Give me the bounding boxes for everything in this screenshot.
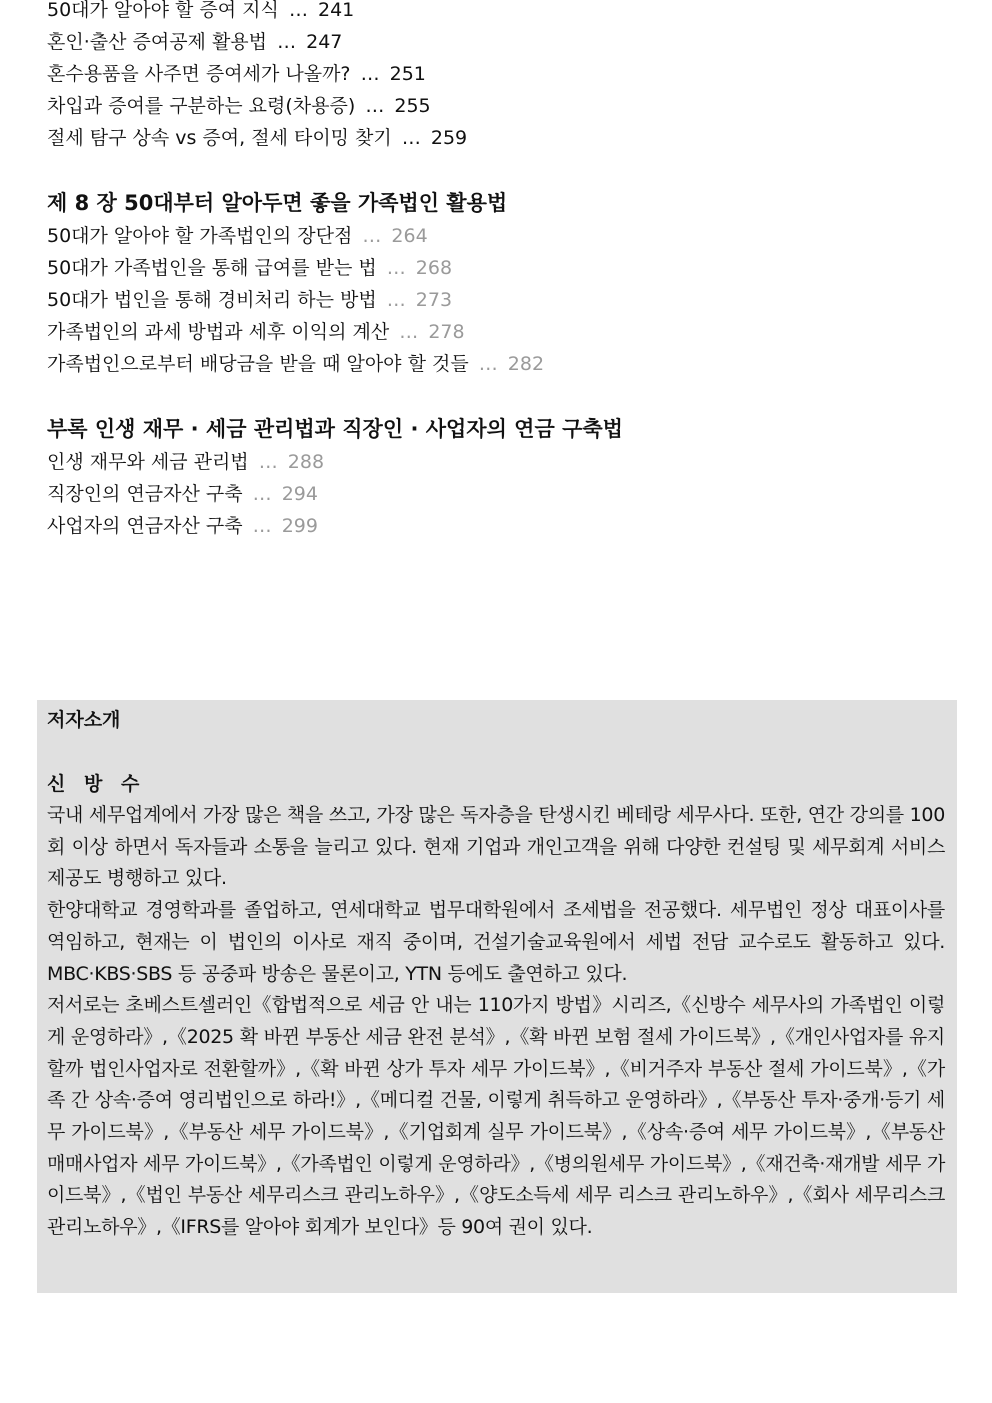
toc-dots: … [258, 451, 278, 473]
toc-item-title: 50대가 법인을 통해 경비처리 하는 방법 [47, 289, 377, 311]
toc-dots: … [252, 483, 272, 505]
toc-item-page: 251 [389, 63, 426, 85]
toc-item-page: 294 [281, 483, 318, 505]
toc-item-page: 247 [306, 31, 343, 53]
toc-item-title: 차입과 증여를 구분하는 요령(차용증) [47, 95, 356, 117]
toc-item [47, 510, 947, 542]
toc-item-page: 268 [415, 257, 453, 279]
toc-item-title: 인생 재무와 세금 관리법 [47, 451, 249, 473]
author-bio-paragraph: 저서로는 초베스트셀러인《합법적으로 세금 안 내는 110가지 방법》시리즈,《신방수 세무사의 가족법인 이렇게 운영하라》,《2025 확 바뀐 부동산 세금 완전 분석》,《확 바뀐 보험 절세 가이드북》,《개인사업자를 유지할까 법인사업자로 전환할까》,《확 바뀐 상가 투자 세무 가이드북》,《비거주자 부동산 절세 가이드북》,《가족 간 상속·증여 영리법인으로 하라!》,《메디컬 건물, 이렇게 취득하고 운영하라》,《부동산 투자·중개·등기 세무 가이드북》,《부동산 세무 가이드북》,《기업회계 실무 가이드북》,《상속·증여 세무 가이드북》,《부동산 매매사업자 세무 가이드북》,《가족법인 이렇게 운영하라》,《병의원세무 가이드북》,《재건축·재개발 세무 가이드북》,《법인 부동산 세무리스크 관리노하우》,《양도소득세 세무 리스크 관리노하우》,《회사 세무리스크 관리노하우》,《IFRS를 알아야 회계가 보인다》등 90여 권이 있다. [47, 994, 945, 1239]
toc-item-page: 278 [428, 321, 465, 343]
author-bio-paragraph: 국내 세무업계에서 가장 많은 책을 쓰고, 가장 많은 독자층을 탄생시킨 베테랑 세무사다. 또한, 연간 강의를 100회 이상 하면서 독자들과 소통을 늘리고 있다. 현재 기업과 개인고객을 위해 다양한 컨설팅 및 세무회계 서비스 제공도 병행하고 있다. [47, 804, 945, 890]
toc-item-title: 50대가 알아야 할 가족법인의 장단점 [47, 225, 353, 247]
toc-item [47, 252, 947, 284]
toc-dots: … [362, 225, 382, 247]
toc-item-page: 241 [317, 0, 355, 21]
toc-item [47, 284, 947, 316]
author-bio [47, 800, 945, 1244]
toc-dots: … [401, 127, 421, 149]
appendix-title: 부록 인생 재무 · 세금 관리법과 직장인 · 사업자의 연금 구축법 [47, 417, 623, 441]
toc-dots: … [399, 321, 419, 343]
toc-dots: … [277, 31, 297, 53]
toc-item [47, 316, 947, 348]
toc-item [47, 478, 947, 510]
section-spacer [47, 380, 947, 412]
toc-item [47, 348, 947, 380]
toc-item-title: 사업자의 연금자산 구축 [47, 515, 243, 537]
toc-dots: … [386, 257, 406, 279]
toc-item [47, 0, 947, 26]
toc-item-title: 가족법인으로부터 배당금을 받을 때 알아야 할 것들 [47, 353, 469, 375]
toc-item-title: 절세 탐구 상속 vs 증여, 절세 타이밍 찾기 [47, 127, 392, 149]
section-spacer [47, 154, 947, 186]
toc-dots: … [478, 353, 498, 375]
toc-item [47, 26, 947, 58]
toc-item-page: 259 [430, 127, 468, 149]
chapter-8-title: 제 8 장 50대부터 알아두면 좋을 가족법인 활용법 [47, 191, 508, 215]
toc-item-page: 273 [415, 289, 453, 311]
toc-item-page: 282 [507, 353, 545, 375]
toc-item [47, 122, 947, 154]
toc-item [47, 220, 947, 252]
toc-dots: … [252, 515, 272, 537]
toc-dots: … [288, 0, 308, 21]
toc-item-page: 255 [394, 95, 431, 117]
toc-dots: … [386, 289, 406, 311]
toc-item [47, 90, 947, 122]
toc-item-title: 혼인·출산 증여공제 활용법 [47, 31, 268, 53]
author-name: 신 방 수 [47, 773, 146, 795]
toc-item [47, 58, 947, 90]
toc-dots: … [360, 63, 380, 85]
toc-item-title: 50대가 가족법인을 통해 급여를 받는 법 [47, 257, 377, 279]
table-of-contents [47, 0, 947, 542]
toc-item-title: 가족법인의 과세 방법과 세후 이익의 계산 [47, 321, 390, 343]
toc-item-title: 직장인의 연금자산 구축 [47, 483, 243, 505]
toc-item-page: 264 [391, 225, 428, 247]
author-intro-box [37, 700, 957, 1293]
author-section-heading: 저자소개 [47, 709, 121, 731]
toc-item-title: 혼수용품을 사주면 증여세가 나올까? [47, 63, 351, 85]
toc-dots: … [365, 95, 385, 117]
toc-item-page: 288 [287, 451, 325, 473]
toc-item [47, 446, 947, 478]
author-bio-paragraph: 한양대학교 경영학과를 졸업하고, 연세대학교 법무대학원에서 조세법을 전공했다. 세무법인 정상 대표이사를 역임하고, 현재는 이 법인의 이사로 재직 중이며, 건설기술교육원에서 세법 전담 교수로도 활동하고 있다. MBC·KBS·SBS 등 공중파 방송은 물론이고, YTN 등에도 출연하고 있다. [47, 899, 945, 985]
toc-item-title: 50대가 알아야 할 증여 지식 [47, 0, 279, 21]
toc-item-page: 299 [281, 515, 318, 537]
